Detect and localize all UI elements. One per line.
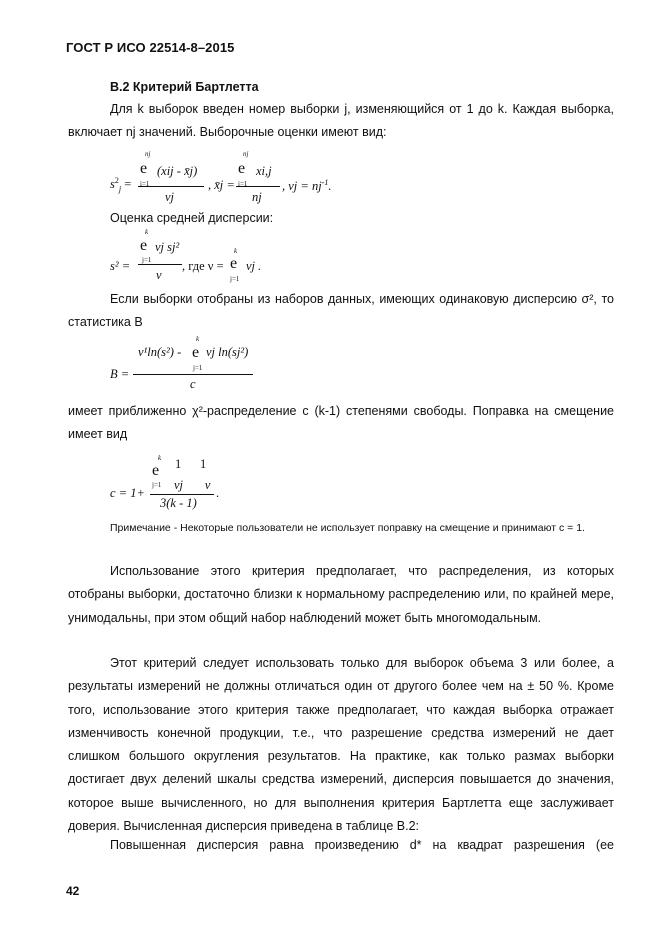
formula-tail: νj .	[246, 259, 262, 273]
formula-terms: 1 1	[175, 457, 207, 471]
formula-denominator: 3(k - 1)	[160, 496, 197, 510]
formula-sum-sign: e	[192, 344, 200, 361]
paragraph-1: Для k выборок введен номер выборки j, изменяющийся от 1 до k. Каждая выборка, включает nj значений. Выборочные оценки имеют вид:	[68, 102, 614, 140]
formula-symbol: =	[124, 177, 132, 192]
section-title: В.2 Критерий Бартлетта	[110, 80, 259, 94]
formula-sum-lower: j=1	[193, 364, 203, 372]
formula-numerator: ν¹ln(s²) -	[138, 345, 182, 359]
formula-exponent: -1	[321, 178, 329, 187]
formula-sum-sign: e	[230, 255, 238, 272]
document-header: ГОСТ Р ИСО 22514-8–2015	[66, 40, 235, 55]
fraction-line	[150, 494, 214, 495]
formula-terms-den: νj ν	[174, 478, 211, 492]
formula-symbol: x̄j =	[214, 178, 235, 192]
formula-sum-upper: k	[158, 454, 162, 462]
formula-symbol: s	[110, 177, 115, 192]
formula-sum-upper: k	[196, 335, 200, 343]
formula-denominator: νj	[165, 190, 175, 204]
fraction-line	[138, 186, 204, 187]
formula-period: .	[328, 179, 332, 194]
note-text: Примечание - Некоторые пользователи не использует поправку на смещение и принимают c = 1.	[110, 522, 585, 534]
formula-lhs: s² =	[110, 259, 131, 273]
page-number: 42	[66, 884, 80, 898]
formula-denominator: c	[190, 377, 196, 391]
fraction-line	[138, 264, 182, 265]
formula-sum-lower: j=1	[152, 481, 162, 489]
formula-numerator: νj sj²	[155, 240, 180, 254]
formula-sum-upper: nj	[243, 150, 249, 158]
paragraph-5: Использование этого критерия предполагает, что распределения, из которых отобраны выборки, достаточно близки к нормальному распределению или, по крайней мере, унимодальны, при этом общий набор наблюдений может быть многомодальным.	[68, 564, 614, 625]
formula-sum-sign: e	[140, 237, 148, 254]
paragraph-3: Если выборки отобраны из наборов данных, имеющих одинаковую дисперсию σ², то статистика B	[68, 292, 614, 330]
formula-lhs: B =	[110, 367, 130, 381]
formula-sum-lower: i=1	[140, 180, 150, 188]
formula-numerator: xi,j	[256, 164, 272, 178]
formula-lhs: c = 1+	[110, 486, 145, 500]
formula-mid: , где ν =	[182, 259, 224, 273]
formula-sum-upper: nj	[145, 150, 151, 158]
fraction-line	[133, 374, 253, 375]
formula-symbol: , νj = nj	[282, 179, 322, 194]
formula-denominator: nj	[252, 190, 262, 204]
formula-sum-lower: i=1	[238, 180, 248, 188]
formula-sum-lower: j=1	[142, 256, 152, 264]
paragraph-6: Этот критерий следует использовать только для выборок объема 3 или более, а результаты измерений не должны отличаться один от другого более чем на ± 50 %. Кроме того, использование этого критерия также предполагает, что каждая выборка отражает изменчивость конечной продукции, т.е., что разрешение средства измерений не дает слишком большого округления результатов. На практике, как только размах выборки достигает двух делений шкалы средства измерений, дисперсия повышается до значения, которое выше вычисленного, но для выполнения критерия Бартлетта еще заслуживает доверия. Вычисленная дисперсия приведена в таблице В.2:	[68, 656, 614, 834]
paragraph-7: Повышенная дисперсия равна произведению d* на квадрат разрешения (ее	[110, 838, 614, 852]
formula-sum-upper: k	[145, 228, 149, 236]
formula-denominator: ν	[156, 268, 162, 282]
formula-numerator-2: νj ln(sj²)	[206, 345, 249, 359]
formula-sum-sign: e	[152, 462, 160, 479]
formula-sum-sign: e	[140, 160, 148, 177]
fraction-line	[236, 186, 280, 187]
paragraph-4: имеет приближенно χ²-распределение с (k-1) степенями свободы. Поправка на смещение имеет вид	[68, 404, 614, 442]
paragraph-2: Оценка средней дисперсии:	[110, 211, 274, 225]
formula-sum-upper: k	[234, 247, 238, 255]
formula-period: .	[216, 486, 220, 500]
formula-sum-sign: e	[238, 160, 246, 177]
formula-sum-lower: j=1	[230, 275, 240, 283]
formula-numerator: (xij - x̄j)	[157, 164, 198, 178]
